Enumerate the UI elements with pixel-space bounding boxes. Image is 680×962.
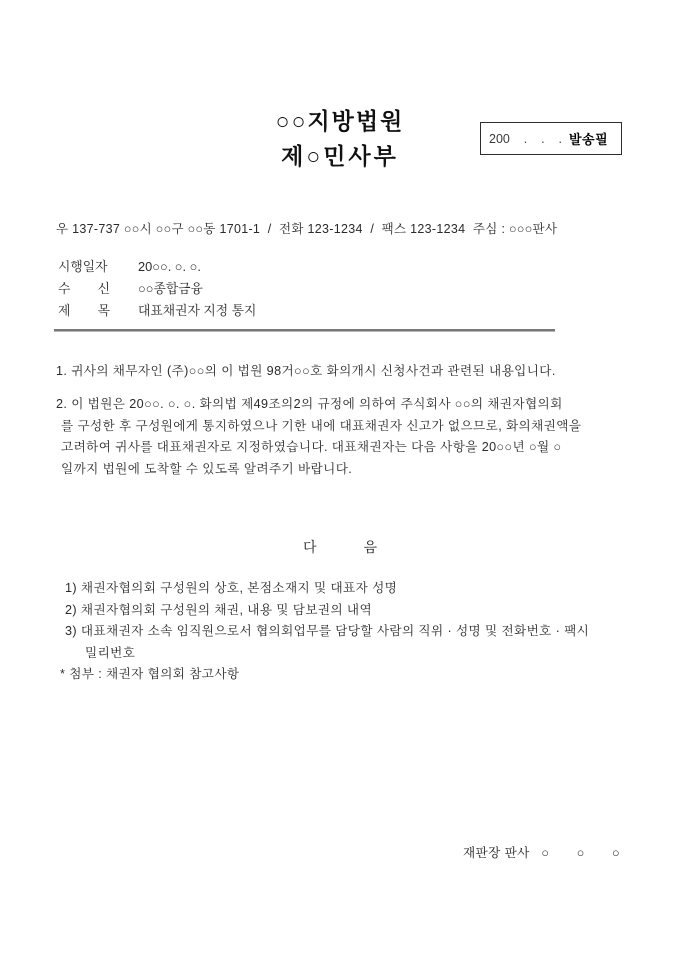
contact-info-line: 우 137-737 ○○시 ○○구 ○○동 1701-1 / 전화 123-1234 / 팩스 123-1234 주심 : ○○○판사 xyxy=(56,222,558,236)
dispatch-stamp-box xyxy=(480,122,622,155)
daeum-heading xyxy=(0,537,680,557)
paragraph-2-line-3: 고려하여 귀사를 대표채권자로 지정하였습니다. 대표채권자는 다음 사항을 20○○년 ○월 ○ xyxy=(61,440,562,454)
meta-row-recipient xyxy=(58,278,256,299)
daeum-heading-right: 음 xyxy=(363,539,378,555)
stamp-sent-label: 발송필 xyxy=(568,132,609,147)
list-item-1: 1) 채권자협의회 구성원의 상호, 본점소재지 및 대표자 성명 xyxy=(65,581,398,595)
meta-value-date: 20○○. ○. ○. xyxy=(138,259,201,274)
meta-value-subject: 대표채권자 지정 통지 xyxy=(138,303,257,318)
body-paragraph-2 xyxy=(56,394,636,480)
requirements-list xyxy=(60,578,645,686)
paragraph-2-line-4: 일까지 법원에 도착할 수 있도록 알려주기 바랍니다. xyxy=(61,461,353,476)
stamp-date-blank: 200 . . . xyxy=(489,131,562,146)
court-name: ○○지방법원 xyxy=(275,109,405,134)
attachment-note: * 첨부 : 채권자 협의회 참고사항 xyxy=(60,667,240,681)
list-item-3-line-1: 3) 대표채권자 소속 임직원으로서 협의회업무를 담당할 사람의 직위 · 성명 및 전화번호 · 팩시 xyxy=(65,624,590,638)
meta-value-recipient: ○○종합금융 xyxy=(138,281,203,296)
paragraph-2-line-2: 를 구성한 후 구성원에게 통지하였으나 기한 내에 대표채권자 신고가 없으므로, 화의채권액을 xyxy=(61,418,582,433)
meta-label-recipient: 수 신 xyxy=(58,281,110,296)
list-item-3-line-2: 밀리번호 xyxy=(85,645,136,660)
meta-label-date: 시행일자 xyxy=(58,259,108,274)
header-divider-rule xyxy=(54,329,555,332)
daeum-heading-left: 다 xyxy=(302,539,317,555)
list-item-2: 2) 채권자협의회 구성원의 채권, 내용 및 담보권의 내역 xyxy=(65,602,373,617)
meta-row-date xyxy=(58,256,256,277)
paragraph-2-line-1: 2. 이 법원은 20○○. ○. ○. 화의법 제49조의2의 규정에 의하여 주식회사 ○○의 채권자협의회 xyxy=(56,397,563,411)
division-name: 제○민사부 xyxy=(281,144,399,169)
meta-block xyxy=(58,256,256,322)
body-paragraph-1: 1. 귀사의 채무자인 (주)○○의 이 법원 98거○○호 화의개시 신청사건과 관련된 내용입니다. xyxy=(56,364,556,378)
meta-label-subject: 제 목 xyxy=(58,303,110,318)
meta-row-subject xyxy=(58,300,256,321)
presiding-judge-signature: 재판장 판사 ○ ○ ○ xyxy=(462,846,620,860)
